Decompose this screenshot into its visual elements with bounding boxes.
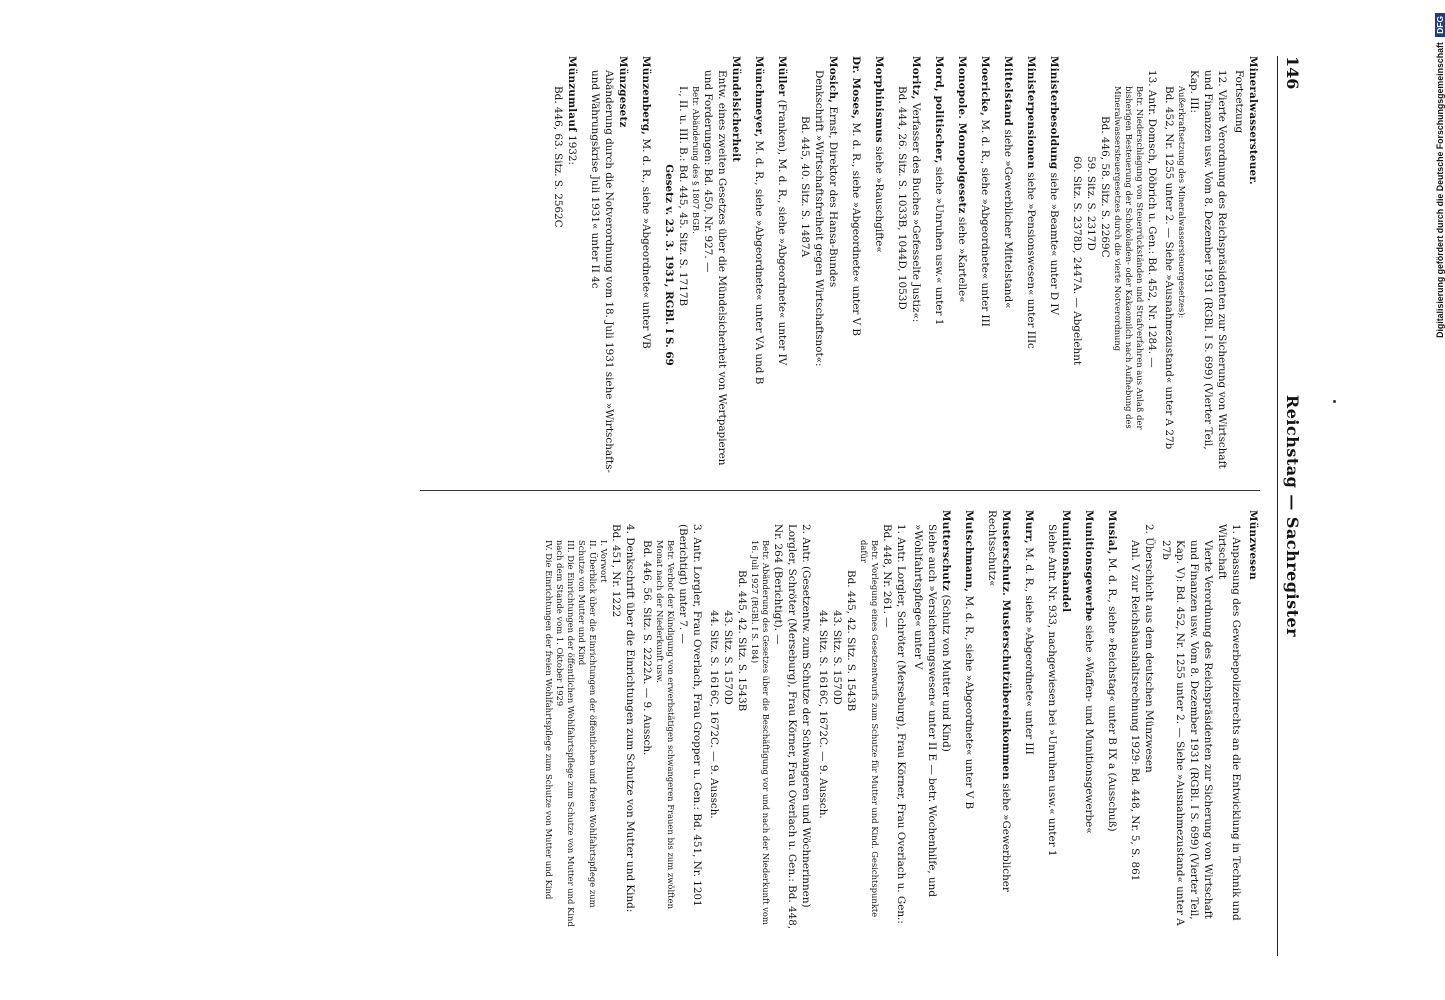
- entry-line: Bd. 445, 42. Sitz. S. 1543B: [736, 570, 748, 712]
- entry-line: siehe »Gewerblicher Rechtsschutz«: [986, 510, 1012, 892]
- entry-headword: Monopole. Monopolgesetz: [956, 56, 968, 214]
- entry-headword: Mineralwassersteuer.: [1247, 56, 1259, 185]
- entry-line: Denkschrift »Wirtschaftsfreiheit gegen Wirtschaftsnot«:: [813, 70, 825, 367]
- index-entry: [1070, 56, 1260, 474]
- entry-line: Betr. Niederschlagung von Steuerrückständen und Strafverfahren aus Anlaß der bisherigen Besteuerung der Schokoladen- oder Kakaomilch nach Aufhebung des Mineralwassersteuergesetzes durch die vierte Notverordnung: [1113, 86, 1145, 430]
- index-entry: [1045, 510, 1073, 930]
- entry-line: Außerkraftsetzung des Mineralwassersteuergesetzes):: [1177, 86, 1187, 319]
- entry-line: (Franken), M. d. R., siehe »Abgeordnete« unter IV: [776, 99, 788, 366]
- index-entry: [639, 56, 653, 474]
- entry-line: siehe »Waffen- und Munitionsgewerbe«: [1083, 624, 1095, 834]
- index-entry: [962, 510, 976, 930]
- entry-headword: Münzgesetz: [617, 56, 629, 128]
- index-entry: [798, 56, 840, 474]
- entry-line: M. d. R., siehe »Reichstag« unter B IX a (Ausschuß): [1106, 557, 1118, 832]
- digitization-credit: [1415, 8, 1445, 996]
- index-entry: [932, 56, 946, 474]
- entry-line: siehe »Gewerblicher Mittelstand«: [1002, 129, 1014, 309]
- entry-line: M. d. R., siehe »Abgeordnete« unter III: [979, 119, 991, 327]
- entry-line: II. Überblick über die Einrichtungen der öffentlichen und freien Wohlfahrtspflege zum Schutze von Mutter und Kind: [577, 540, 598, 908]
- entry-headword: Münzumlauf: [566, 56, 578, 132]
- entry-line: siehe »Rauschgifte«: [873, 146, 885, 253]
- entry-headword: Mutterschutz: [940, 510, 952, 592]
- index-entry: [872, 56, 886, 474]
- entry-line: Ernst, Direktor des Hansa-Bundes: [827, 106, 839, 288]
- entry-line: Betr. Vorlegung eines Gesetzentwurfs zum Schutze für Mutter und Kind. Gesichtspunkte dafür: [859, 540, 880, 918]
- entry-line: Verfasser des Buches »Gefesselte Justiz«:: [910, 102, 922, 323]
- entry-headword: Ministerbesoldung: [1048, 56, 1060, 170]
- index-entry: [1128, 510, 1260, 930]
- index-entry: [895, 56, 923, 474]
- entry-headword: Musterschutz. Musterschutzübereinkommen: [1000, 510, 1012, 780]
- entry-headword: Moericke,: [979, 56, 991, 117]
- index-entry: [1047, 56, 1061, 474]
- entry-line: 3. Antr. Lorgler, Frau Overlach, Frau Gropper u. Gen.: Bd. 451, Nr. 1201 (Berichtigt) unter 7. —: [677, 524, 703, 907]
- entry-headword: Munitionsgewerbe: [1083, 510, 1095, 622]
- scanned-page: [80, 30, 1340, 980]
- entry-headword: Mittelstand: [1002, 56, 1014, 127]
- entry-headword: Müller: [776, 56, 788, 97]
- page-header: [1277, 56, 1302, 956]
- dfg-logo: DFG: [1435, 13, 1445, 37]
- entry-line: Vierte Verordnung des Reichspräsidenten zur Sicherung von Wirtschaft und Finanzen usw. Vom 8. Dezember 1931 (RGBl. I S. 699) (Vierter Teil, Kap. V): Bd. 452, Nr. 1255 unter 2. — Siehe »Ausnahmezustand« unter A 27b: [1160, 540, 1214, 926]
- entry-headword: Münzwesen: [1247, 510, 1259, 580]
- entry-line: 2. Überschicht aus dem deutschen Münzwesen: [1143, 524, 1155, 773]
- entry-headword: Mündelsicherheit: [730, 56, 742, 163]
- page-number: 146: [1283, 56, 1302, 90]
- entry-line: Anl. V zur Reichshaushaltsrechnung 1929: Bd. 448, Nr. 5, S. 861: [1129, 540, 1141, 882]
- entry-line: Siehe Antr. Nr. 933, nachgewiesen bei »Unruhen usw.« unter 1: [1046, 524, 1058, 857]
- entry-line: Bd. 445, 40. Sitz. S. 1487A: [799, 116, 811, 258]
- index-entry: [1105, 510, 1119, 930]
- entry-headword: Murr,: [1023, 510, 1035, 544]
- entry-line: Fortsetzung: [1233, 70, 1245, 134]
- entry-line: 59. Sitz. S. 2317D: [1085, 156, 1097, 251]
- entry-headword: Musial,: [1106, 510, 1118, 555]
- entry-headword: Münzenberg,: [640, 56, 652, 136]
- entry-line: M. d. R., siehe »Abgeordnete« unter III: [1023, 547, 1035, 755]
- entry-line: 44. Sitz. S. 1616C, 1672C. — 9. Aussch.: [708, 610, 720, 819]
- entry-line: siehe »Kartelle«: [956, 216, 968, 303]
- entry-line: siehe »Pensionswesen« unter IIIc: [1025, 172, 1037, 349]
- entry-line: 60. Sitz. S. 2378D, 2447A. — Abgelehnt: [1071, 156, 1083, 366]
- entry-line: M. d. R., siehe »Abgeordnete« unter VA und B: [753, 140, 765, 385]
- entry-line: M. d. R., siehe »Abgeordnete« unter V B: [963, 595, 975, 810]
- index-entry: [955, 56, 969, 474]
- entry-line: (Schutz von Mutter und Kind): [940, 594, 952, 752]
- entry-headword: Ministerpensionen: [1025, 56, 1037, 169]
- entry-line: III. Die Einrichtungen der öffentlichen Wohlfahrtspflege zum Schutze von Mutter und Kind nach dem Stande vom 1. Oktober 1929: [555, 540, 576, 927]
- entry-line: Betr. Verbot der Kündigung von erwerbstätigen schwangeren Frauen bis zum zwölften Monat nach der Niederkunft usw.: [655, 540, 676, 909]
- entry-line: 43. Sitz. S. 1570D: [831, 610, 843, 705]
- entry-line: M. d. R., siehe »Abgeordnete« unter VB: [640, 138, 652, 349]
- entry-headword: Mutschmann,: [963, 510, 975, 593]
- entry-line: Betr. Abänderung des § 1807 BGB.: [691, 86, 701, 234]
- entry-line: siehe »Unruhen usw.« unter 1: [933, 166, 945, 326]
- entry-line: I., II. u. III. B.: Bd. 445, 45. Sitz. S. 1717B: [677, 86, 689, 307]
- entry-line: 4. Denkschrift über die Einrichtungen zum Schutze von Mutter und Kind: Bd. 451, Nr. 1222: [610, 524, 636, 913]
- index-entry: [978, 56, 992, 474]
- index-entry: [1082, 510, 1096, 930]
- index-column-left: [542, 56, 1260, 474]
- index-entry: [662, 56, 743, 474]
- entry-line: 12. Vierte Verordnung des Reichspräsidenten zur Sicherung von Wirtschaft und Finanzen usw. Vom 8. Dezember 1931 (RGBl. I S. 699) (Vierter Teil, Kap. III:: [1188, 70, 1228, 469]
- running-title: Reichstag — Sachregister: [1283, 394, 1302, 638]
- entry-headword: Munitionshandel: [1060, 510, 1072, 613]
- entry-line: 1. Anpassung des Gewerbepolizeirechts an die Entwicklung in Technik und Wirtschaft: [1216, 524, 1242, 921]
- entry-headword: Dr. Moses,: [850, 56, 862, 120]
- index-entry: [551, 56, 579, 474]
- entry-headword: Moritz,: [910, 56, 922, 100]
- index-entry: [1001, 56, 1015, 474]
- entry-line: Entw. eines zweiten Gesetzes über die Mündelsicherheit von Wertpapieren und Forderungen: Bd. 450, Nr. 927. —: [702, 70, 728, 466]
- entry-line: 1932:: [566, 135, 578, 166]
- entry-headword: Mosich,: [827, 56, 839, 104]
- index-entry: [543, 510, 953, 930]
- entry-line: Bd. 452, Nr. 1255 unter 2. — Siehe »Ausnahmezustand« unter A 27b: [1163, 86, 1175, 450]
- entry-line: Betr. Abänderung des Gesetzes über die Beschäftigung vor und nach der Niederkunft vom 16. Juli 1927 (RGBl. I S. 184): [750, 540, 771, 925]
- credit-text: Digitalisierung gefördert durch die Deutsche Forschungsgemeinschaft: [1435, 42, 1445, 338]
- index-entry: [1024, 56, 1038, 474]
- entry-line: Bd. 446, 56. Sitz. S. 2222A. — 9. Aussch.: [641, 540, 653, 756]
- entry-line: IV. Die Einrichtungen der freien Wohlfahrtspflege zum Schutze von Mutter und Kind: [544, 540, 554, 900]
- index-entry: [752, 56, 766, 474]
- entry-line: Bd. 444, 26. Sitz. S. 1033B, 1044D, 1053D: [896, 86, 908, 310]
- entry-line: Bd. 445, 42. Sitz. S. 1543B: [845, 570, 857, 712]
- credit-line: [1435, 13, 1445, 988]
- entry-line: I. Vorwort: [599, 540, 609, 583]
- entry-line: Bd. 446, 63. Sitz. S. 2562C: [552, 86, 564, 228]
- entry-line: Gesetz v. 23. 3. 1931, RGBl. I S. 69: [663, 164, 675, 366]
- index-entry: [1022, 510, 1036, 930]
- entry-line: M. d. R., siehe »Abgeordnete« unter V B: [850, 122, 862, 337]
- entry-line: Bd. 446, 58. Sitz. S. 2269C: [1099, 116, 1111, 258]
- index-entry: [849, 56, 863, 474]
- index-entry: [775, 56, 789, 474]
- entry-line: Abänderung durch die Notverordnung vom 18. Juli 1931 siehe »Wirtschafts- und Währungskrise Juli 1931« unter II 4c: [589, 70, 615, 473]
- entry-line: Siehe auch »Versicherungswesen« unter II E — betr. Wochenhilfe, und »Wohlfahrtspflege« unter V: [912, 524, 938, 898]
- index-entry: [985, 510, 1013, 930]
- entry-line: siehe »Beamte« unter D IV: [1048, 172, 1060, 315]
- entry-headword: Mord, politischer,: [933, 56, 945, 164]
- column-divider: [420, 490, 1260, 491]
- scan-speck: [1333, 400, 1336, 403]
- entry-line: 13. Antr. Domsch, Döbrich u. Gen.: Bd. 452, Nr. 1284. —: [1146, 70, 1158, 368]
- index-entry: [588, 56, 630, 474]
- entry-headword: Münchmeyer,: [753, 56, 765, 138]
- entry-line: 1. Antr. Lorgler, Schröter (Merseburg), Frau Körner, Frau Overlach u. Gen.: Bd. 448, Nr. 261. —: [881, 524, 907, 924]
- entry-line: 44. Sitz. S. 1616C, 1672C. — 9. Aussch.: [817, 610, 829, 819]
- entry-line: 2. Antr. (Gesetzentw. zum Schutze der Schwangeren und Wöchnerinnen) Lorgler, Schröter (Merseburg), Frau Körner, Frau Overlach u. Gen.: Bd. 448, Nr. 264 (Berichtigt). —: [772, 524, 812, 930]
- entry-line: 43. Sitz. S. 1570D: [722, 610, 734, 705]
- entry-headword: Morphinismus: [873, 56, 885, 143]
- index-column-right: [534, 510, 1260, 930]
